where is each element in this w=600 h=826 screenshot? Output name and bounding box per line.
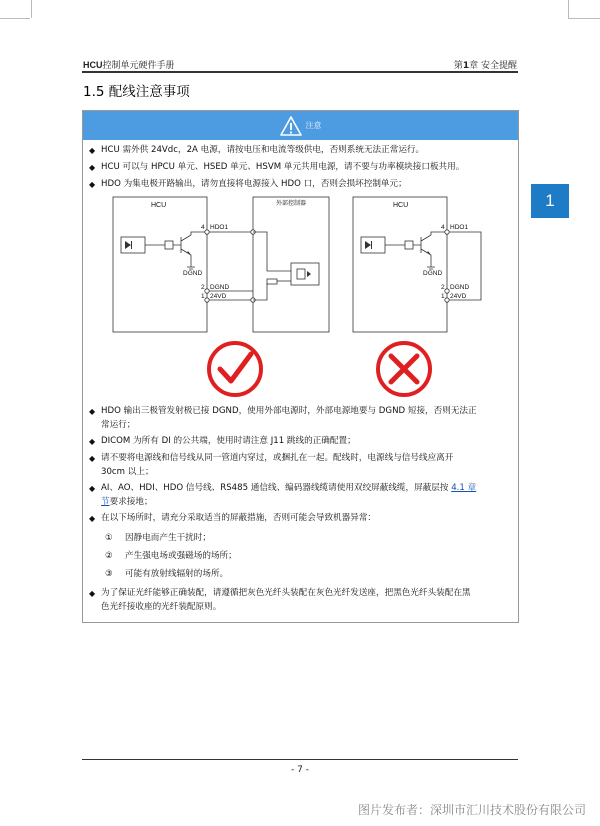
list-item-text: HDO 为集电极开路输出，请勿直接将电源接入 HDO 口，否则会损坏控制单元； bbox=[101, 179, 407, 189]
crop-mark bbox=[568, 18, 600, 19]
sub-list-item bbox=[105, 549, 237, 561]
sub-item-text: 产生强电场或强磁场的场所； bbox=[125, 551, 237, 561]
section-title: 1.5 配线注意事项 bbox=[83, 84, 190, 100]
crop-mark bbox=[568, 0, 569, 18]
pin-label-2: 2 bbox=[441, 284, 445, 291]
list-item-line: 常运行； bbox=[101, 419, 136, 430]
running-header-left bbox=[83, 58, 175, 71]
bullet-diamond-icon: ◆ bbox=[89, 146, 96, 155]
bullet-diamond-icon: ◆ bbox=[89, 484, 96, 493]
list-item-text: HCU 需外供 24Vdc，2A 电源，请按电压和电流等级供电，否则系统无法正常运行。 bbox=[101, 145, 425, 155]
list-item bbox=[89, 587, 514, 614]
hdo1-label: HDO1 bbox=[450, 224, 469, 231]
list-item-line: 要求接地； bbox=[109, 496, 153, 507]
bullet-diamond-icon: ◆ bbox=[89, 589, 96, 598]
pin-label-1: 1 bbox=[441, 293, 445, 300]
wrong-cross-icon bbox=[378, 343, 430, 395]
hdo1-label: HDO1 bbox=[210, 224, 229, 231]
notice-box bbox=[82, 110, 519, 623]
wiring-diagram bbox=[83, 111, 520, 411]
notice-label: 注意 bbox=[305, 121, 322, 130]
bullet-diamond-icon: ◆ bbox=[89, 407, 96, 416]
right-box-title: HCU bbox=[393, 202, 409, 209]
section-4-1-link[interactable]: 4.1 章 bbox=[451, 483, 477, 493]
dgnd-pin-label: DGND bbox=[450, 284, 470, 291]
list-item-line: HDO 输出三极管发射极已接 DGND，使用外部电源时，外部电源地要与 DGND 短接，否则无法正 bbox=[101, 406, 477, 416]
bullet-diamond-icon: ◆ bbox=[89, 454, 96, 463]
header-manual-name: 控制单元硬件手册 bbox=[102, 61, 175, 71]
list-item-text: 在以下场所时，请充分采取适当的屏蔽措施，否则可能会导致机器异常： bbox=[101, 513, 377, 523]
list-item-text bbox=[89, 452, 514, 479]
list-item-text bbox=[89, 482, 514, 509]
list-item-text bbox=[89, 405, 514, 432]
dgnd-ground-label: DGND bbox=[183, 270, 203, 277]
sub-item-number: ① bbox=[105, 533, 113, 543]
list-item bbox=[89, 482, 514, 509]
bullet-diamond-icon: ◆ bbox=[89, 180, 96, 189]
pin-label-4: 4 bbox=[201, 224, 205, 231]
section-4-1-link-cont[interactable]: 节 bbox=[101, 496, 110, 507]
pin-label-2: 2 bbox=[201, 284, 205, 291]
pin-label-1: 1 bbox=[201, 293, 205, 300]
correct-check-icon bbox=[209, 343, 261, 395]
header-chapter-prefix: 第 bbox=[453, 61, 463, 71]
crop-mark bbox=[31, 0, 32, 18]
page-number: - 7 - bbox=[291, 765, 309, 775]
list-item-line: 为了保证光纤能够正确装配，请遵循把灰色光纤头装配在灰色光纤发送座，把黑色光纤头装配在黑 bbox=[101, 588, 471, 598]
pin-label-4: 4 bbox=[441, 224, 445, 231]
middle-box-title: 外部控制器 bbox=[276, 201, 307, 207]
sub-list-item bbox=[105, 567, 228, 579]
list-item-text: HCU 可以与 HPCU 单元、HSED 单元、HSVM 单元共用电源，请不要与功率模块接口板共用。 bbox=[101, 162, 465, 172]
list-item bbox=[89, 435, 514, 449]
header-chapter-title: 章 安全提醒 bbox=[469, 61, 517, 71]
sub-item-number: ② bbox=[105, 551, 113, 561]
crop-mark bbox=[0, 18, 30, 19]
list-item-line: 30cm 以上； bbox=[101, 466, 154, 477]
running-header-right bbox=[454, 58, 517, 71]
sub-item-text: 可能有放射线辐射的场所。 bbox=[125, 569, 229, 579]
header-rule bbox=[82, 71, 518, 73]
sub-list-item bbox=[105, 531, 211, 543]
sub-item-text: 因静电而产生干扰时； bbox=[125, 533, 211, 543]
v24-label: 24VD bbox=[210, 293, 227, 300]
list-item-text bbox=[89, 587, 514, 614]
list-item bbox=[89, 512, 514, 526]
bullet-diamond-icon: ◆ bbox=[89, 163, 96, 172]
bullet-diamond-icon: ◆ bbox=[89, 437, 96, 446]
list-item bbox=[89, 452, 514, 479]
v24-label: 24VD bbox=[450, 293, 467, 300]
chapter-tab: 1 bbox=[531, 184, 569, 218]
header-chapter-number: 1 bbox=[462, 61, 470, 71]
list-item-line: 请不要将电源线和信号线从同一管道内穿过，或捆扎在一起。配线时，电源线与信号线应离开 bbox=[101, 453, 454, 463]
publisher-watermark: 图片发布者：深圳市汇川技术股份有限公司 bbox=[357, 803, 586, 817]
dgnd-pin-label: DGND bbox=[210, 284, 230, 291]
left-box-title: HCU bbox=[151, 202, 167, 209]
dgnd-ground-label: DGND bbox=[423, 270, 443, 277]
list-item-line: AI、AO、HDI、HDO 信号线、RS485 通信线、编码器线缆请使用双绞屏蔽线缆，屏蔽层按 bbox=[101, 483, 452, 493]
list-item-text: DICOM 为所有 DI 的公共端，使用时请注意 J11 跳线的正确配置； bbox=[101, 436, 356, 446]
header-brand: HCU bbox=[83, 60, 103, 70]
list-item bbox=[89, 405, 514, 432]
bullet-diamond-icon: ◆ bbox=[89, 514, 96, 523]
sub-item-number: ③ bbox=[105, 569, 113, 579]
list-item-line: 色光纤接收座的光纤装配原则。 bbox=[101, 601, 222, 612]
footer-rule bbox=[82, 759, 518, 760]
